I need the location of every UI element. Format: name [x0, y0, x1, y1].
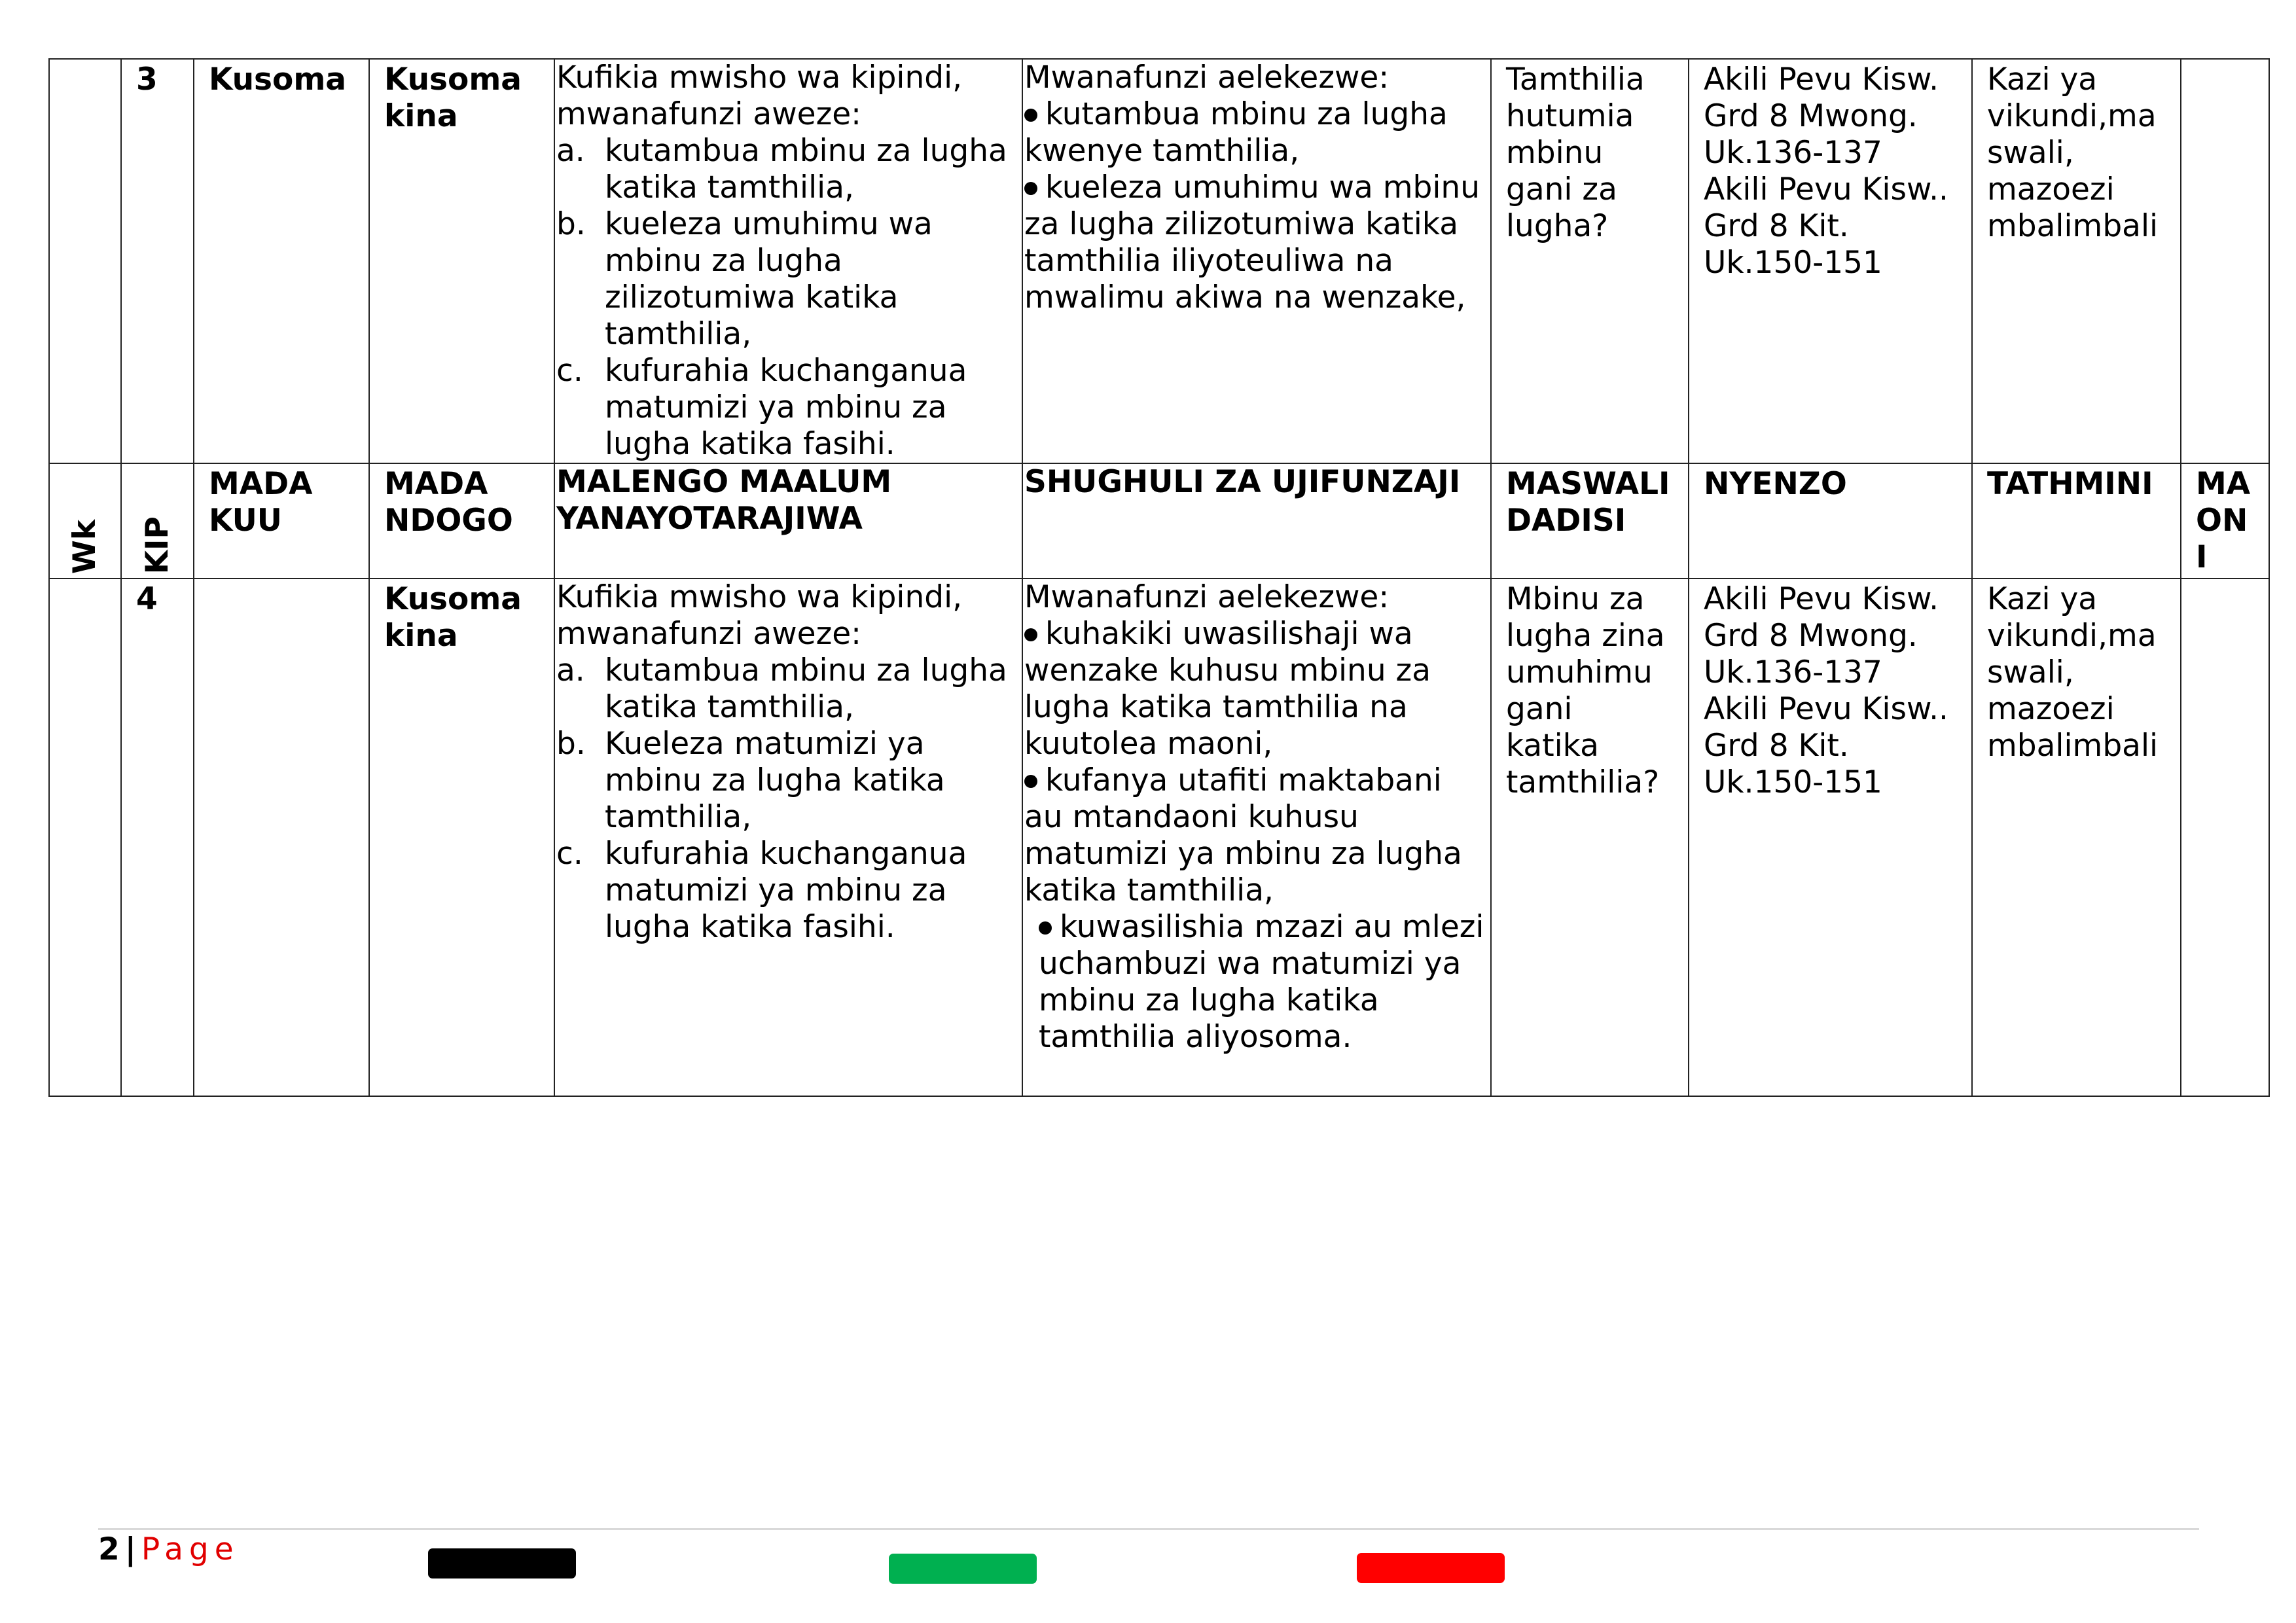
header-assessment: TATHMINI — [1972, 463, 2181, 579]
black-bar — [428, 1548, 576, 1578]
objective-item — [556, 353, 1020, 463]
table-row — [49, 579, 2269, 1096]
activity-text: kufanya utafiti maktabani au mtandaoni kuhusu matumizi ya mbinu za lugha katika tamthilia, — [1024, 762, 1462, 908]
objective-text: kufurahia kuchanganua matumizi ya mbinu za lugha katika fasihi. — [605, 353, 967, 462]
objective-marker: c. — [556, 836, 583, 872]
objectives-cell — [554, 579, 1022, 1096]
header-resources: NYENZO — [1689, 463, 1972, 579]
objective-item — [556, 133, 1020, 206]
activities-cell — [1022, 59, 1491, 463]
bullet-icon — [1024, 182, 1037, 195]
activity-item — [1024, 96, 1489, 169]
activity-text: kuwasilishia mzazi au mlezi uchambuzi wa matumizi ya mbinu za lugha katika tamthilia aliyosoma. — [1039, 909, 1484, 1055]
activity-text: kuhakiki uwasilishaji wa wenzake kuhusu mbinu za lugha katika tamthilia na kuutolea maoni, — [1024, 616, 1431, 762]
objective-marker: a. — [556, 652, 585, 688]
objective-text: kutambua mbinu za lugha katika tamthilia, — [605, 652, 1007, 725]
objective-item — [556, 206, 1020, 353]
page-label: Page — [141, 1531, 240, 1567]
objective-text: kueleza umuhimu wa mbinu za lugha zilizotumiwa katika tamthilia, — [605, 206, 933, 352]
week-cell — [49, 59, 121, 463]
bullet-icon — [1024, 109, 1037, 122]
assessment-cell: Kazi ya vikundi,maswali, mazoezi mbalimbali — [1972, 579, 2181, 1096]
activity-item — [1024, 169, 1489, 316]
assessment-cell: Kazi ya vikundi,maswali, mazoezi mbalimbali — [1972, 59, 2181, 463]
header-week — [49, 463, 121, 579]
bullet-icon — [1039, 921, 1052, 935]
objectives-cell — [554, 59, 1022, 463]
objective-marker: b. — [556, 726, 586, 762]
objective-text: kutambua mbinu za lugha katika tamthilia, — [605, 133, 1007, 205]
lesson-number-cell: 4 — [121, 579, 194, 1096]
main-topic-cell — [194, 579, 369, 1096]
objective-text: Kueleza matumizi ya mbinu za lugha katika tamthilia, — [605, 726, 945, 835]
activity-item — [1024, 762, 1489, 909]
header-lesson — [121, 463, 194, 579]
subtopic-cell: Kusoma kina — [369, 579, 554, 1096]
activity-item — [1024, 909, 1489, 1056]
objective-marker: a. — [556, 133, 585, 169]
activity-item — [1024, 616, 1489, 762]
red-bar — [1357, 1553, 1505, 1583]
resource-item: Akili Pevu Kisw.. Grd 8 Kit. Uk.150-151 — [1704, 691, 1948, 800]
bullet-icon — [1024, 628, 1037, 641]
page-number: 2 — [98, 1531, 120, 1567]
activities-intro: Mwanafunzi aelekezwe: — [1024, 579, 1390, 615]
resources-cell — [1689, 59, 1972, 463]
header-objectives: MALENGO MAALUM YANAYOTARAJIWA — [554, 463, 1022, 579]
header-week-label: Wk — [67, 519, 103, 574]
header-activities: SHUGHULI ZA UJIFUNZAJI — [1022, 463, 1491, 579]
main-topic-cell: Kusoma — [194, 59, 369, 463]
remarks-cell — [2181, 59, 2269, 463]
objective-marker: b. — [556, 206, 586, 242]
header-lesson-label: KIP — [139, 516, 175, 574]
resource-item: Akili Pevu Kisw.. Grd 8 Kit. Uk.150-151 — [1704, 171, 1948, 281]
activities-intro: Mwanafunzi aelekezwe: — [1024, 60, 1390, 96]
objective-item — [556, 726, 1020, 836]
header-remarks: MAONI — [2181, 463, 2269, 579]
remarks-cell — [2181, 579, 2269, 1096]
resource-item: Akili Pevu Kisw. Grd 8 Mwong. Uk.136-137 — [1704, 62, 1939, 171]
page-footer — [98, 1531, 240, 1568]
table-header-row — [49, 463, 2269, 579]
subtopic-cell: Kusoma kina — [369, 59, 554, 463]
key-question-cell: Mbinu za lugha zina umuhimu gani katika tamthilia? — [1491, 579, 1689, 1096]
objectives-list — [556, 652, 1020, 946]
bullet-icon — [1024, 775, 1037, 788]
objectives-intro: Kufikia mwisho wa kipindi, mwanafunzi aweze: — [556, 579, 963, 652]
resource-item: Akili Pevu Kisw. Grd 8 Mwong. Uk.136-137 — [1704, 581, 1939, 690]
header-main-topic: MADA KUU — [194, 463, 369, 579]
green-bar — [889, 1554, 1037, 1584]
activity-text: kutambua mbinu za lugha kwenye tamthilia, — [1024, 96, 1448, 169]
lesson-number-cell: 3 — [121, 59, 194, 463]
key-question-cell: Tamthilia hutumia mbinu gani za lugha? — [1491, 59, 1689, 463]
header-key-questions: MASWALI DADISI — [1491, 463, 1689, 579]
objective-item — [556, 652, 1020, 726]
objective-text: kufurahia kuchanganua matumizi ya mbinu za lugha katika fasihi. — [605, 836, 967, 945]
scheme-of-work-table — [48, 58, 2270, 1097]
footer-divider — [98, 1528, 2199, 1530]
header-subtopic: MADA NDOGO — [369, 463, 554, 579]
objective-marker: c. — [556, 353, 583, 389]
page-separator: | — [124, 1531, 136, 1567]
week-cell — [49, 579, 121, 1096]
objective-item — [556, 836, 1020, 946]
activities-cell — [1022, 579, 1491, 1096]
objectives-list — [556, 133, 1020, 463]
objectives-intro: Kufikia mwisho wa kipindi, mwanafunzi aweze: — [556, 60, 963, 132]
resources-cell — [1689, 579, 1972, 1096]
activity-text: kueleza umuhimu wa mbinu za lugha zilizotumiwa katika tamthilia iliyoteuliwa na mwalimu akiwa na wenzake, — [1024, 169, 1480, 315]
table-row — [49, 59, 2269, 463]
